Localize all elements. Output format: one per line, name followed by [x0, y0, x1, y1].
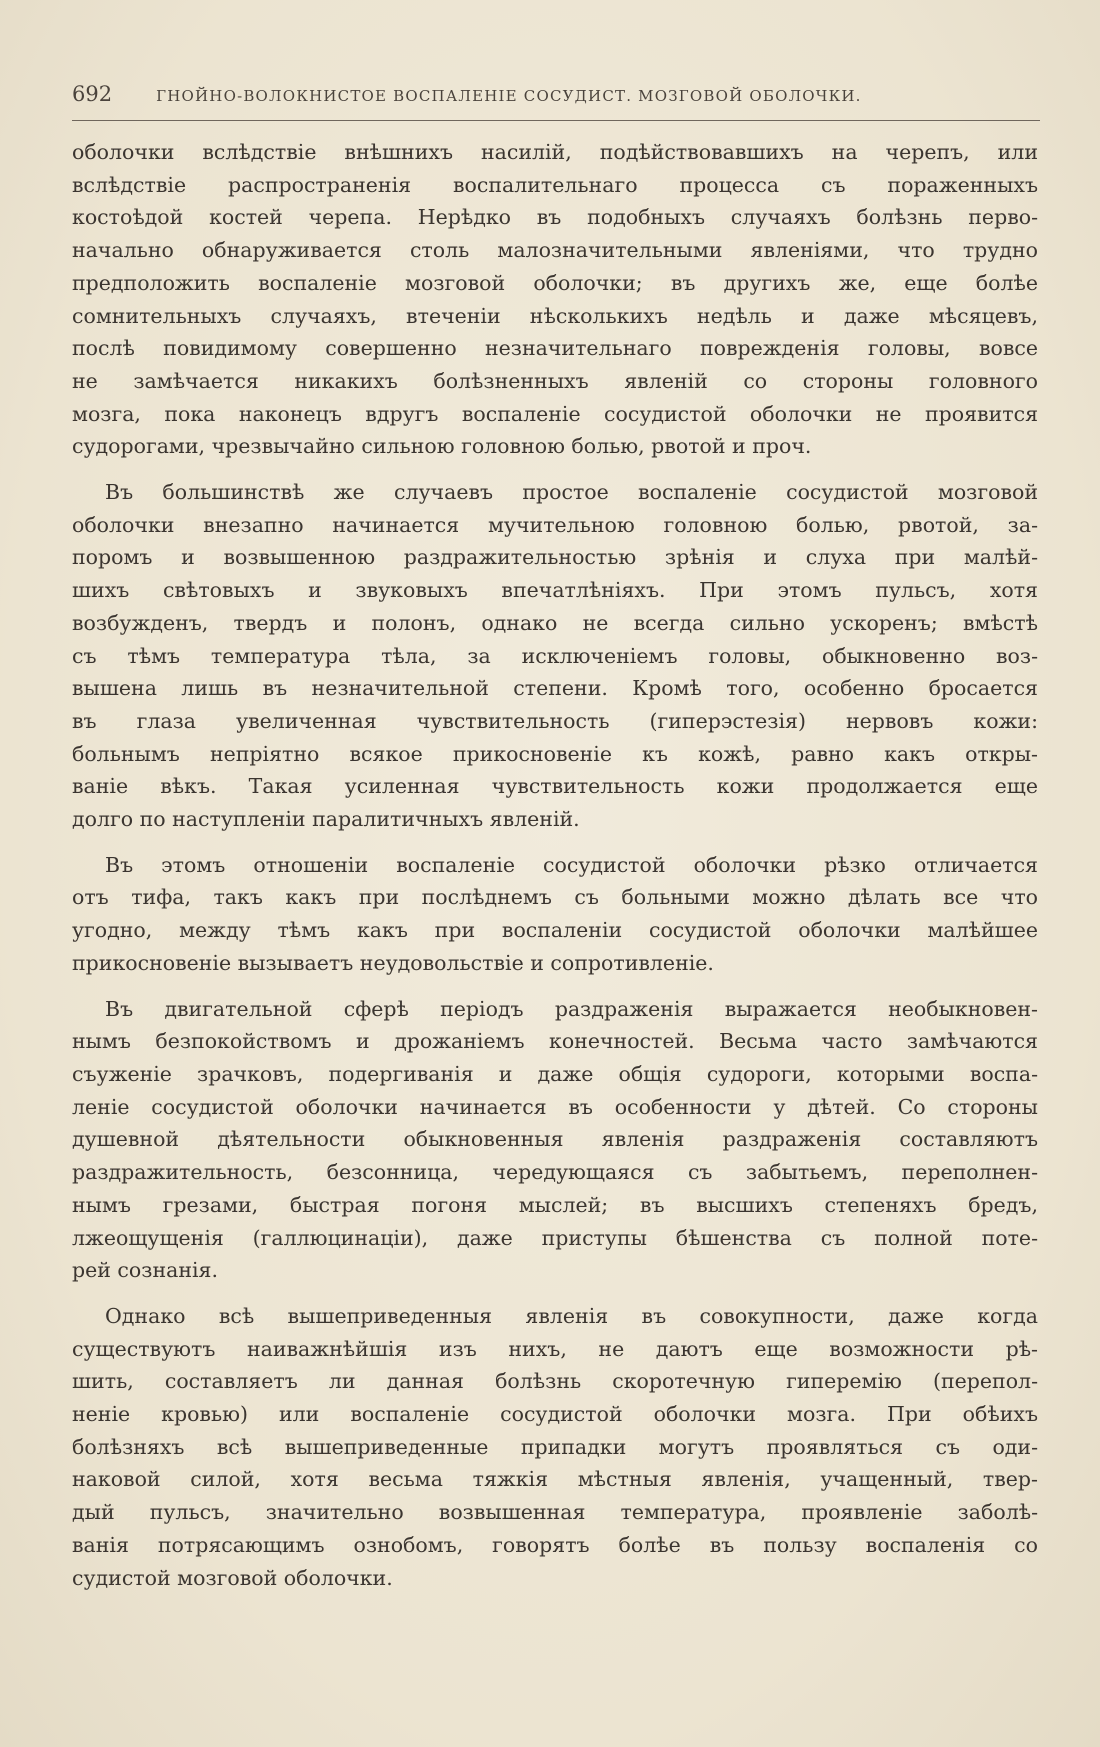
text-line: отъ тифа, такъ какъ при послѣднемъ съ больными можно дѣлать все что [72, 885, 1038, 910]
paragraph-5 [72, 1300, 1038, 1594]
page-number: 692 [72, 82, 113, 106]
text-line: существуютъ наиважнѣйшія изъ нихъ, не даютъ еще возможности рѣ- [72, 1336, 1038, 1361]
text-line: Однако всѣ вышеприведенныя явленія въ совокупности, даже когда [105, 1303, 1038, 1328]
text-line: оболочки вслѣдствіе внѣшнихъ насилій, подѣйствовавшихъ на черепъ, или [72, 140, 1038, 164]
text-line: оболочки внезапно начинается мучительною головною болью, рвотой, за- [72, 512, 1038, 537]
running-head [72, 82, 1038, 116]
text-line: неніе кровью) или воспаленіе сосудистой оболочки мозга. При обѣихъ [72, 1402, 1038, 1427]
text-line: судорогами, чрезвычайно сильною головною болью, рвотой и проч. [72, 434, 812, 459]
paragraph-3 [72, 849, 1038, 980]
text-line: мозга, пока наконецъ вдругъ воспаленіе сосудистой оболочки не проявится [72, 401, 1038, 426]
text-line: Въ большинствѣ же случаевъ простое воспаленіе сосудистой мозговой [105, 480, 1038, 505]
text-line: поромъ и возвышенною раздражительностью зрѣнія и слуха при малѣй- [72, 545, 1038, 570]
paragraph-1 [72, 136, 1038, 463]
text-line: Въ двигательной сферѣ періодъ раздраженія выражается необыкновен- [105, 996, 1038, 1021]
text-line: нымъ безпокойствомъ и дрожаніемъ конечностей. Весьма часто замѣчаются [72, 1029, 1038, 1054]
text-line: шить, составляетъ ли данная болѣзнь скоротечную гиперемію (перепол- [72, 1369, 1038, 1394]
text-line: сомнительныхъ случаяхъ, втеченіи нѣсколькихъ недѣль и даже мѣсяцевъ, [72, 303, 1038, 328]
text-line: ваніе вѣкъ. Такая усиленная чувствительность кожи продолжается еще [72, 774, 1038, 799]
body-text [72, 136, 1038, 1607]
text-line: возбужденъ, твердъ и полонъ, однако не всегда сильно ускоренъ; вмѣстѣ [72, 610, 1038, 635]
text-line: лжеощущенія (галлюцинаціи), даже приступы бѣшенства съ полной поте- [72, 1225, 1038, 1250]
text-line: прикосновеніе вызываетъ неудовольствіе и сопротивленіе. [72, 950, 714, 975]
text-line: начально обнаруживается столь малозначительными явленіями, что трудно [72, 238, 1038, 263]
text-line: нымъ грезами, быстрая погоня мыслей; въ высшихъ степеняхъ бредъ, [72, 1192, 1038, 1217]
text-line: душевной дѣятельности обыкновенныя явленія раздраженія составляютъ [72, 1127, 1038, 1152]
text-line: вслѣдствіе распространенія воспалительнаго процесса съ пораженныхъ [72, 172, 1038, 197]
text-line: леніе сосудистой оболочки начинается въ особенности у дѣтей. Со стороны [72, 1094, 1038, 1119]
text-line: предположить воспаленіе мозговой оболочки; въ другихъ же, еще болѣе [72, 270, 1038, 295]
text-line: раздражительность, безсонница, чередующаяся съ забытьемъ, переполнен- [72, 1160, 1038, 1185]
text-line: шихъ свѣтовыхъ и звуковыхъ впечатлѣніяхъ. При этомъ пульсъ, хотя [72, 578, 1038, 603]
text-line: съ тѣмъ температура тѣла, за исключеніемъ головы, обыкновенно воз- [72, 643, 1038, 668]
text-line: больнымъ непріятно всякое прикосновеніе къ кожѣ, равно какъ откры- [72, 741, 1038, 766]
text-line: дый пульсъ, значительно возвышенная температура, проявленіе заболѣ- [72, 1500, 1038, 1525]
text-line: ванія потрясающимъ ознобомъ, говорятъ болѣе въ пользу воспаленія со [72, 1532, 1038, 1557]
text-line: вышена лишь въ незначительной степени. Кромѣ того, особенно бросается [72, 676, 1038, 701]
text-line: судистой мозговой оболочки. [72, 1565, 393, 1590]
paragraph-2 [72, 476, 1038, 836]
text-line: рей сознанія. [72, 1258, 218, 1283]
text-line: съуженіе зрачковъ, подергиванія и даже общія судороги, которыми воспа- [72, 1061, 1038, 1086]
text-line: болѣзняхъ всѣ вышеприведенные припадки могутъ проявляться съ оди- [72, 1434, 1038, 1459]
text-line: въ глаза увеличенная чувствительность (гиперэстезія) нервовъ кожи: [72, 708, 1038, 733]
text-line: костоѣдой костей черепа. Нерѣдко въ подобныхъ случаяхъ болѣзнь перво- [72, 205, 1038, 230]
paragraph-4 [72, 993, 1038, 1287]
text-line: долго по наступленіи паралитичныхъ явленій. [72, 807, 580, 832]
text-line: не замѣчается никакихъ болѣзненныхъ явленій со стороны головного [72, 368, 1038, 393]
header-rule [72, 120, 1040, 121]
text-line: Въ этомъ отношеніи воспаленіе сосудистой оболочки рѣзко отличается [105, 852, 1038, 877]
running-title: ГНОЙНО-ВОЛОКНИСТОЕ ВОСПАЛЕНІЕ СОСУДИСТ. МОЗГОВОЙ ОБОЛОЧКИ. [156, 87, 862, 105]
text-line: послѣ повидимому совершенно незначительнаго поврежденія головы, вовсе [72, 336, 1038, 361]
text-line: наковой силой, хотя весьма тяжкія мѣстныя явленія, учащенный, твер- [72, 1467, 1038, 1492]
text-line: угодно, между тѣмъ какъ при воспаленіи сосудистой оболочки малѣйшее [72, 918, 1038, 943]
